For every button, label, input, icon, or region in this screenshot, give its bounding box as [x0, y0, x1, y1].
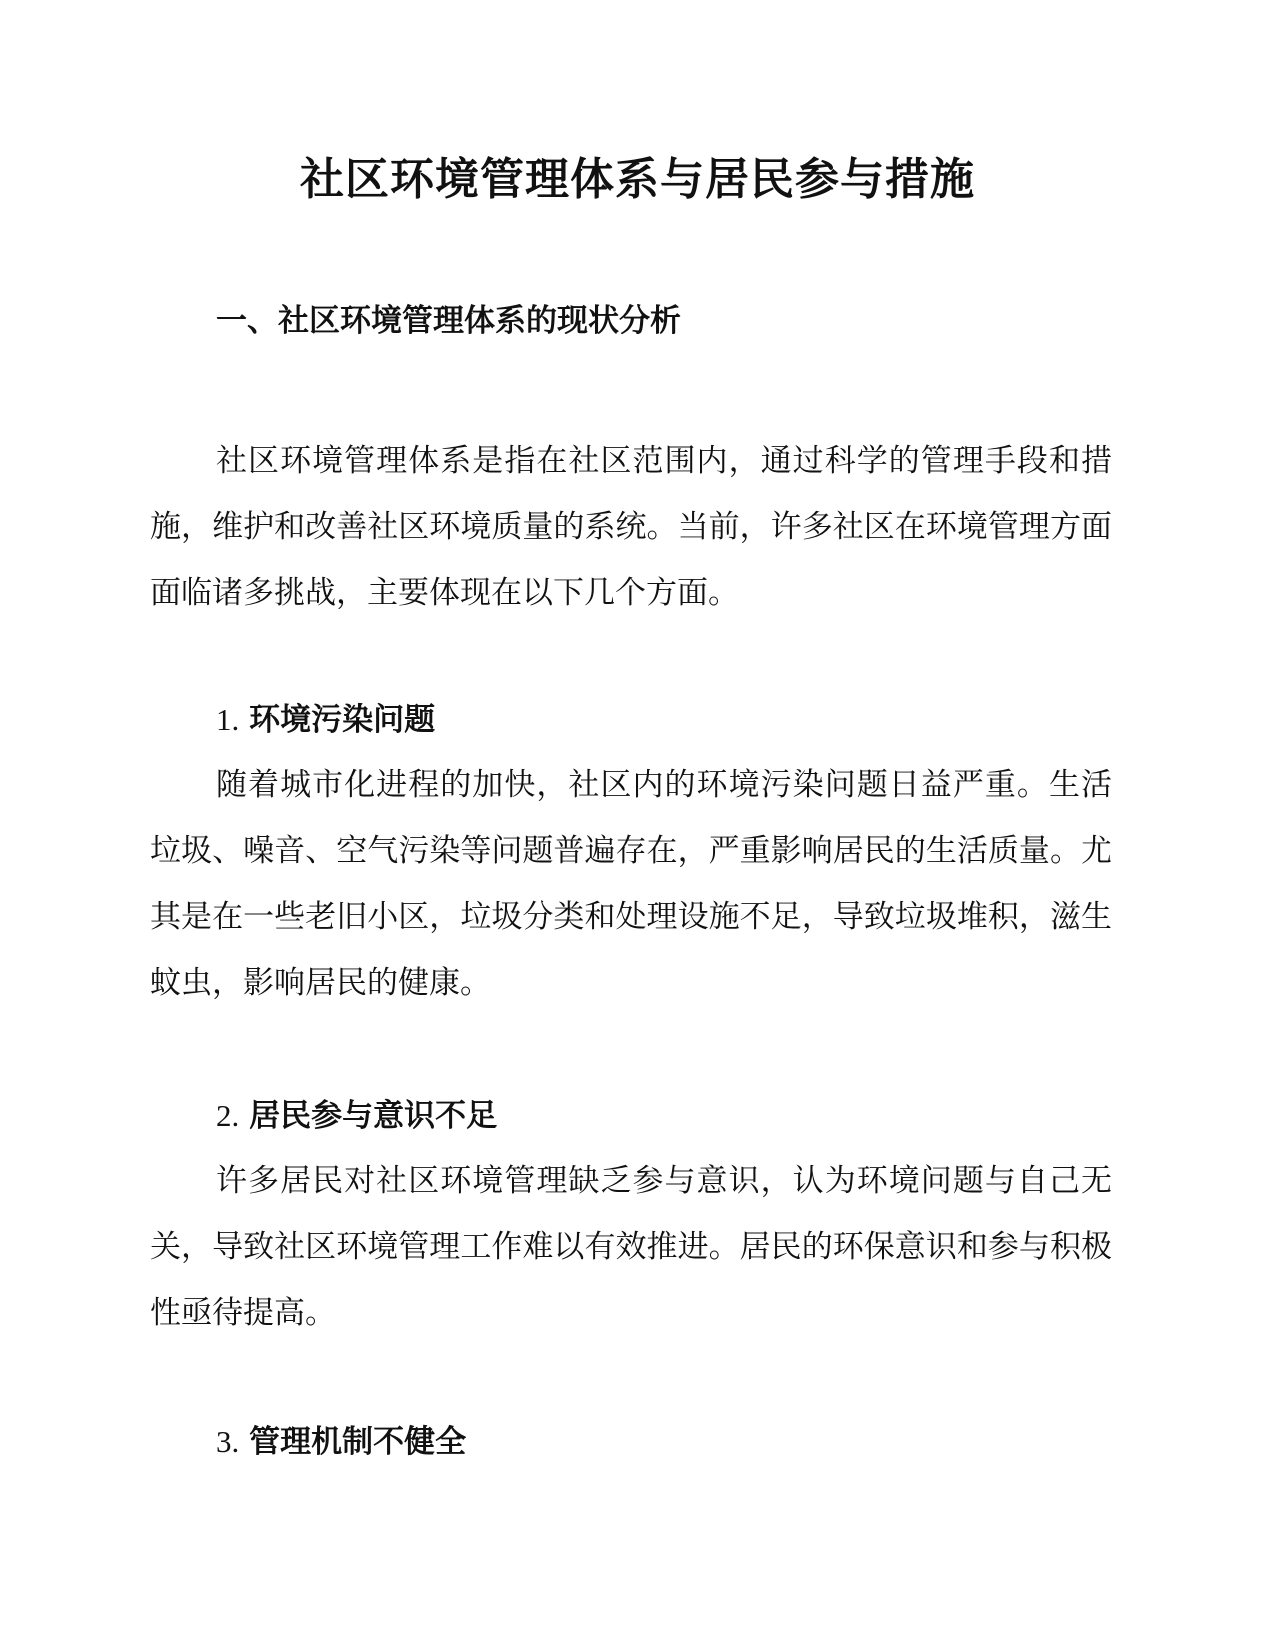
subsection-paragraph-2: 许多居民对社区环境管理缺乏参与意识，认为环境问题与自己无关，导致社区环境管理工作难以有效推进。居民的环保意识和参与积极性亟待提高。 [150, 1163, 1112, 1331]
subsection-title: 管理机制不健全 [249, 1424, 467, 1460]
section-heading: 一、社区环境管理体系的现状分析 [216, 303, 681, 339]
subsection-number: 1. [216, 702, 240, 737]
section-intro-paragraph: 社区环境管理体系是指在社区范围内，通过科学的管理手段和措施，维护和改善社区环境质量的系统。当前，许多社区在环境管理方面面临诸多挑战，主要体现在以下几个方面。 [150, 443, 1112, 611]
document-title: 社区环境管理体系与居民参与措施 [300, 154, 975, 205]
subsection-heading-2 [216, 1094, 497, 1138]
subsection-number: 3. [216, 1424, 240, 1459]
subsection-number: 2. [216, 1098, 240, 1133]
subsection-heading-1 [216, 698, 435, 742]
subsection-paragraph-1: 随着城市化进程的加快，社区内的环境污染问题日益严重。生活垃圾、噪音、空气污染等问题普遍存在，严重影响居民的生活质量。尤其是在一些老旧小区，垃圾分类和处理设施不足，导致垃圾堆积，滋生蚊虫，影响居民的健康。 [150, 767, 1112, 1001]
subsection-title: 居民参与意识不足 [249, 1098, 498, 1134]
subsection-title: 环境污染问题 [249, 702, 436, 738]
subsection-heading-3 [216, 1420, 466, 1464]
